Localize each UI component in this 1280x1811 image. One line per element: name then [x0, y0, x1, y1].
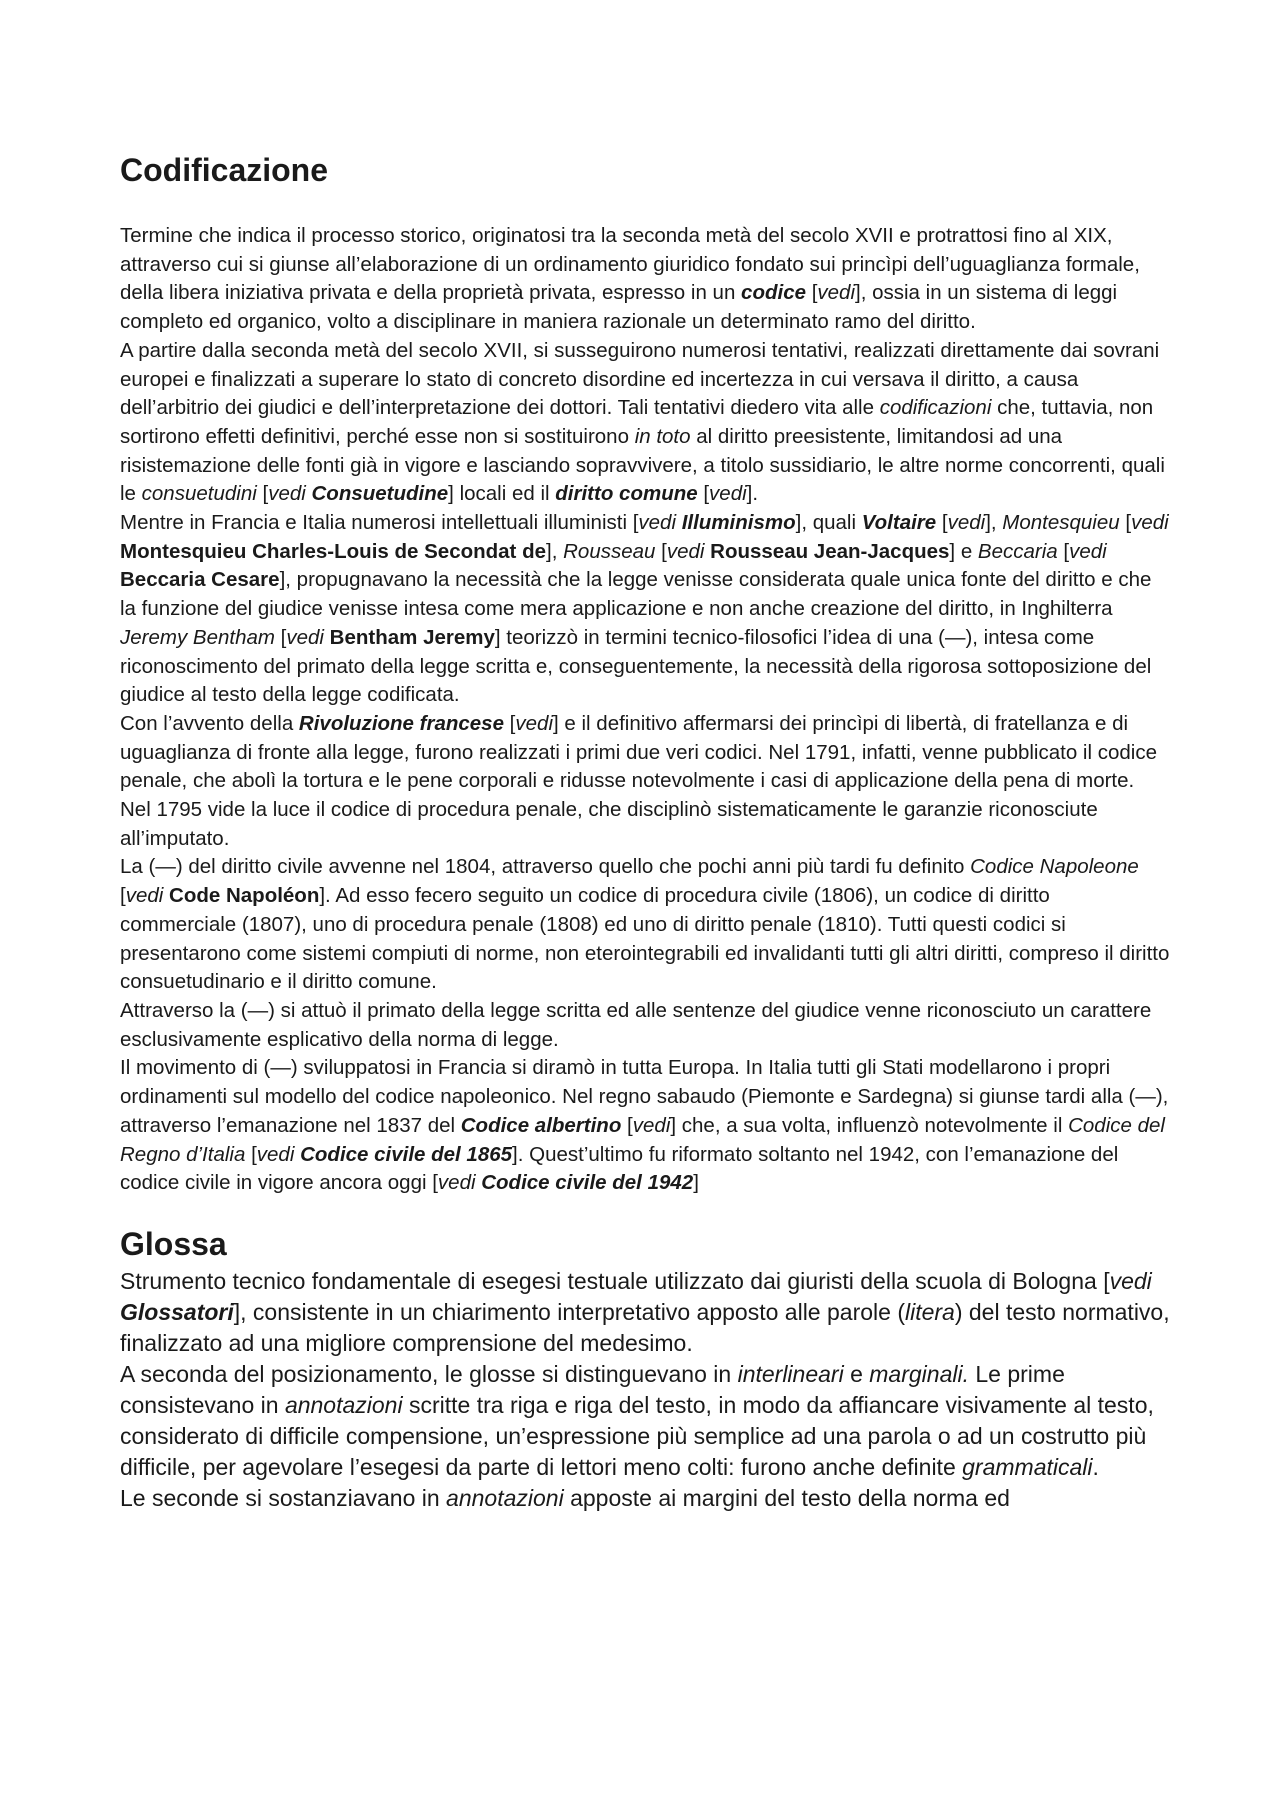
text-run: ], consistente in un chiarimento interpretativo apposto alle parole ( — [233, 1298, 905, 1325]
emphasis-text: Illuminismo — [681, 511, 796, 535]
paragraph — [120, 853, 1170, 997]
text-run: ] che, a sua volta, influenzò notevolmente il — [670, 1113, 1069, 1137]
emphasis-text: vedi — [666, 539, 705, 563]
emphasis-text: Bentham Jeremy — [329, 625, 495, 649]
emphasis-text: grammaticali — [962, 1453, 1093, 1480]
text-run: scritte tra riga e riga del testo, in modo da affiancare visivamente al testo, considerato di difficile compensione, un’espressione più semplice ad una parola o ad un costrutto più difficile, per agevolare l’esegesi da parte di lettori meno colti: furono anche definite — [120, 1391, 1154, 1480]
emphasis-text: in toto — [634, 424, 691, 448]
section-codificazione — [120, 148, 1170, 1198]
text-run: [ — [806, 281, 818, 305]
text-run: Le prime consistevano in — [120, 1360, 1065, 1418]
text-run: Strumento tecnico fondamentale di esegesi testuale utilizzato dai giuristi della scuola di Bologna [ — [120, 1267, 1110, 1294]
emphasis-text: Codice civile del 1865 — [300, 1142, 513, 1166]
emphasis-text: marginali. — [869, 1360, 969, 1387]
emphasis-text: vedi — [437, 1171, 476, 1195]
text-run: [ — [274, 625, 287, 649]
text-run: ] e il definitivo affermarsi dei princìpi di libertà, di fratellanza e di uguaglianza di fronte alla legge, furono realizzati i primi due veri codici. Nel 1791, infatti, venne pubblicato il codice penale, che abolì la tortura e le pene corporali e ridusse notevolmente i casi di applicazione della pena di morte. Nel 1795 vide la luce il codice di procedura penale, che disciplinò sistematicamente le garanzie riconosciute all’imputato. — [120, 711, 1157, 850]
section-body-glossa — [120, 1266, 1170, 1514]
emphasis-text: Codice civile del 1942 — [481, 1171, 694, 1195]
emphasis-text: Codice albertino — [460, 1113, 622, 1137]
text-run: ] teorizzò in termini tecnico-filosofici l’idea di una (—), intesa come riconoscimento del primato della legge scritta e, conseguentemente, la necessità della rigorosa sottoposizione del giudice al testo della legge codificata. — [120, 625, 1152, 707]
emphasis-text: Voltaire — [861, 511, 937, 535]
text-run: ] — [693, 1171, 699, 1195]
emphasis-text: vedi — [256, 1142, 295, 1166]
paragraph — [120, 337, 1170, 509]
text-run: ], — [985, 511, 1003, 535]
emphasis-text: vedi — [947, 511, 986, 535]
emphasis-text: Rivoluzione francese — [298, 711, 504, 735]
text-run: [ — [1119, 511, 1132, 535]
section-title-codificazione: Codificazione — [120, 152, 329, 188]
text-run: A seconda del posizionamento, le glosse si distinguevano in — [120, 1360, 738, 1387]
text-run: Termine che indica il processo storico, originatosi tra la seconda metà del secolo XVII e protrattosi fino al XIX, attraverso cui si giunse all’elaborazione di un ordinamento giuridico fondato sui princìpi dell’uguaglianza formale, della libera iniziativa privata e della proprietà privata, espresso in un — [120, 224, 1140, 305]
emphasis-text: vedi — [125, 884, 164, 908]
text-run: ], quali — [795, 511, 862, 535]
emphasis-text: vedi — [1109, 1267, 1152, 1294]
emphasis-text: Jeremy Bentham — [120, 625, 275, 649]
emphasis-text: Beccaria Cesare — [120, 568, 280, 592]
text-run: al diritto preesistente, limitandosi ad una risistemazione delle fonti già in vigore e lasciando sopravvivere, a titolo sussidiario, le altre norme concorrenti, quali le — [120, 424, 1165, 506]
paragraph — [120, 1483, 1170, 1514]
text-run: apposte ai margini del testo della norma ed — [563, 1484, 1010, 1511]
text-run: ], ossia in un sistema di leggi completo ed organico, volto a disciplinare in maniera razionale un determinato ramo del diritto. — [120, 281, 1118, 334]
emphasis-text: vedi — [1131, 511, 1169, 535]
paragraph — [120, 1054, 1170, 1198]
emphasis-text: codice — [741, 281, 806, 305]
text-run: ) del testo normativo, finalizzato ad una migliore comprensione del medesimo. — [120, 1298, 1170, 1356]
emphasis-text: annotazioni — [284, 1391, 403, 1418]
paragraph — [120, 1266, 1170, 1359]
paragraph — [120, 997, 1170, 1054]
emphasis-text: Consuetudine — [311, 482, 449, 506]
text-run: e — [843, 1360, 870, 1387]
text-run: ], — [546, 539, 564, 563]
section-glossa — [120, 1224, 1170, 1514]
text-run: ]. — [746, 482, 759, 506]
text-run: ]. Quest’ultimo fu riformato soltanto nel 1942, con l’emanazione del codice civile in vigore ancora oggi [ — [120, 1142, 1119, 1195]
text-run: [ — [621, 1113, 633, 1137]
text-run: . — [1092, 1453, 1099, 1480]
text-run: [ — [120, 884, 126, 908]
emphasis-text: Code Napoléon — [169, 884, 320, 908]
emphasis-text: interlineari — [737, 1360, 844, 1387]
text-run: [ — [936, 511, 948, 535]
text-run: Le seconde si sostanziavano in — [120, 1484, 447, 1511]
text-run: Con l’avvento della — [120, 711, 299, 735]
text-run: Attraverso la (—) si attuò il primato della legge scritta ed alle sentenze del giudice venne riconosciuto un carattere esclusivamente esplicativo della norma di legge. — [120, 998, 1152, 1051]
text-run: Il movimento di (—) sviluppatosi in Francia si diramò in tutta Europa. In Italia tutti gli Stati modellarono i propri ordinamenti sul modello del codice napoleonico. Nel regno sabaudo (Piemonte e Sardegna) si giunse tardi alla (—), attraverso l’emanazione nel 1837 del — [120, 1056, 1169, 1137]
text-run: [ — [655, 539, 667, 563]
text-run: ]. Ad esso fecero seguito un codice di procedura civile (1806), un codice di diritto commerciale (1807), uno di procedura penale (1808) ed uno di diritto penale (1810). Tutti questi codici si presentarono come sistemi compiuti di norme, non eterointegrabili ed invalidanti tutti gli altri diritti, compreso il diritto consuetudinario e il diritto comune. — [120, 884, 1170, 994]
emphasis-text: Beccaria — [977, 539, 1058, 563]
emphasis-text: Rousseau — [563, 539, 656, 563]
emphasis-text: codificazioni — [879, 396, 992, 420]
emphasis-text: annotazioni — [446, 1484, 564, 1511]
text-run: Mentre in Francia e Italia numerosi intellettuali illuministi [ — [120, 511, 639, 535]
emphasis-text: consuetudini — [141, 482, 257, 506]
emphasis-text: vedi — [638, 511, 677, 535]
text-run: [ — [256, 482, 269, 506]
text-run: [ — [245, 1142, 257, 1166]
text-run: A partire dalla seconda metà del secolo XVII, si susseguirono numerosi tentativi, realizzati direttamente dai sovrani europei e finalizzati a superare lo stato di concreto disordine ed incertezza in cui versava il diritto, a causa dell’arbitrio dei giudici e dell’interpretazione dei dottori. Tali tentativi diedero vita alle — [120, 338, 1160, 420]
section-title-glossa: Glossa — [120, 1225, 227, 1262]
text-run: La (—) del diritto civile avvenne nel 1804, attraverso quello che pochi anni più tardi fu definito — [120, 855, 971, 879]
text-run: che, tuttavia, non sortirono effetti definitivi, perché esse non si sostituirono — [120, 396, 1154, 448]
text-run: ] e — [949, 539, 978, 563]
emphasis-text: vedi — [1069, 539, 1107, 563]
section-body-codificazione — [120, 222, 1170, 1198]
emphasis-text: vedi — [268, 482, 306, 506]
emphasis-text: Rousseau Jean-Jacques — [710, 539, 950, 563]
emphasis-text: vedi — [286, 625, 324, 649]
text-run: ], propugnavano la necessità che la legge venisse considerata quale unica fonte del diritto e che la funzione del giudice venisse intesa come mera applicazione e non anche creazione del diritto, in Inghilterra — [120, 568, 1152, 621]
paragraph — [120, 1359, 1170, 1483]
text-run: [ — [697, 482, 710, 506]
emphasis-text: Glossatori — [120, 1298, 234, 1325]
paragraph — [120, 710, 1170, 854]
paragraph — [120, 222, 1170, 337]
emphasis-text: litera — [904, 1298, 955, 1325]
emphasis-text: Codice del Regno d’Italia — [120, 1113, 1165, 1166]
emphasis-text: Montesquieu Charles-Louis de Secondat de — [120, 539, 547, 563]
emphasis-text: vedi — [817, 281, 856, 305]
emphasis-text: diritto comune — [555, 482, 698, 506]
text-run: ] locali ed il — [448, 482, 556, 506]
paragraph — [120, 509, 1170, 710]
text-run: [ — [1057, 539, 1070, 563]
emphasis-text: Codice Napoleone — [970, 855, 1139, 879]
emphasis-text: vedi — [709, 482, 747, 506]
emphasis-text: vedi — [515, 711, 553, 735]
emphasis-text: vedi — [632, 1113, 671, 1137]
text-run: [ — [503, 711, 516, 735]
emphasis-text: Montesquieu — [1002, 511, 1120, 535]
